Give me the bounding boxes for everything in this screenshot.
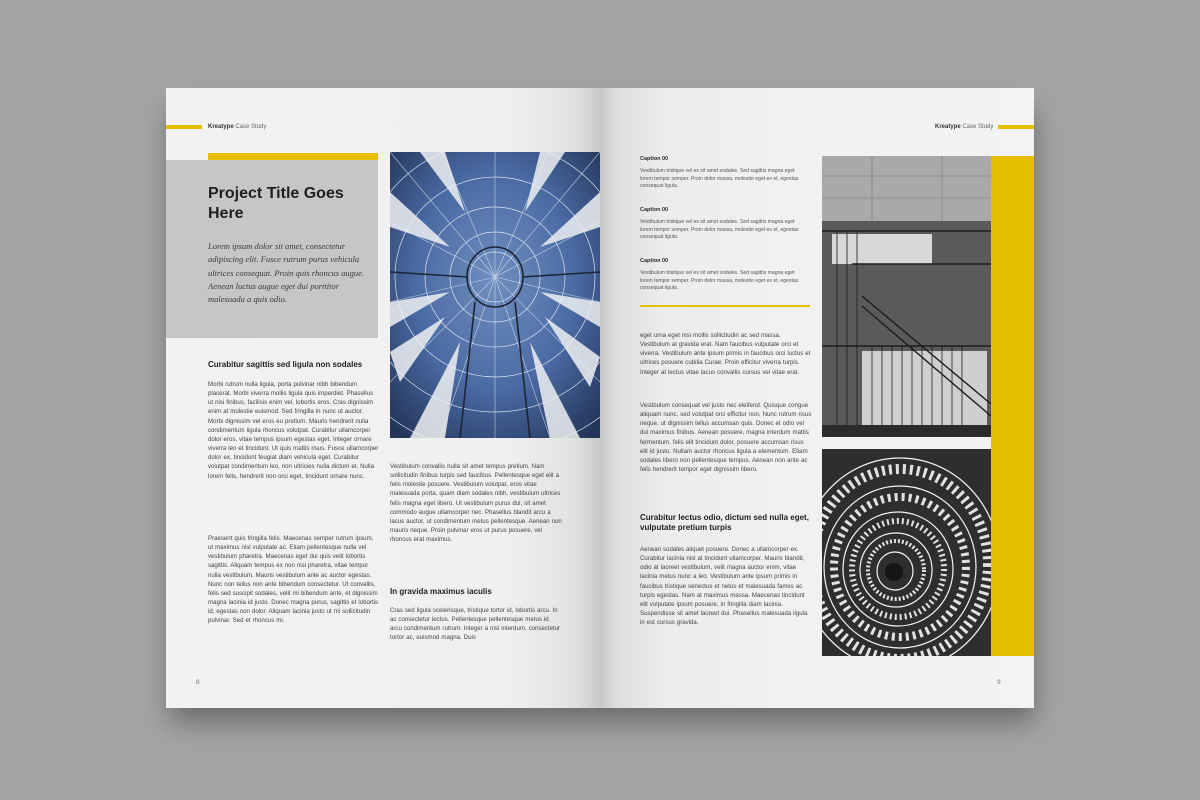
- caption-text: Vestibulum tristique vel ex sit amet sodales. Sed sagittis magna eget lorem tempor semper. Proin dolor massa, molestie eget ex et, egestas consequat ligula.: [640, 219, 799, 241]
- body-paragraph-4: Cras sed ligula scelerisque, tristique tortor id, lobortis arcu. In ac consectetur lectus. Pellentesque pellentesque metus id arcu condimentum rutrum. Integer a nisl interdum, consectetur tortor ac, euismod magna. Duis: [390, 607, 561, 642]
- spiral-staircase-photo: [822, 449, 991, 656]
- section-heading-1: Curabitur sagittis sed ligula non sodales: [208, 360, 363, 369]
- running-head-section: Case Study: [235, 124, 267, 130]
- body-paragraph-1: eget urna eget nisi mollis sollicitudin ac sed massa. Vestibulum at gravida erat. Nam faucibus vulputate orci et viverra. Vestibulum ante ipsum primis in faucibus orci luctus et ultrices posuere cubilia Curae; Proin efficitur viverra turpis. Integer at lectus vitae lacus convallis cursus vel vitae erat.: [640, 332, 811, 376]
- body-paragraph-3: Vestibulum convallis nulla sit amet tempus pretium. Nam sollicitudin finibus turpis sed faucibus. Pellentesque eget elit a felis molestie posuere. Vestibulum volutpat, eros vitae malesuada porta, quam diam sodales nibh, vestibulum ultrices felis magna eget libero. Ut vestibulum purus dui, sit amet commodo augue ullamcorper nec. Phasellus blandit arcu a lacus auctor, ut condimentum metus pellentesque. Aenean non mauris neque. Proin pulvinar eros ut purus posuere, vel rhoncus erat maximus.: [390, 463, 562, 544]
- dome-photo: [390, 152, 600, 438]
- yellow-accent-panel: [991, 156, 1034, 656]
- title-accent-bar: [208, 153, 378, 160]
- caption-divider: [640, 305, 810, 307]
- caption-text: Vestibulum tristique vel ex sit amet sodales. Sed sagittis magna eget lorem tempor semper. Proin dolor massa, molestie eget ex et, egestas consequat ligula.: [640, 270, 799, 292]
- caption-title: Caption 00: [640, 207, 669, 213]
- body-paragraph-2: Vestibulum consequat vel justo nec eleifend. Quisque congue aliquam nunc, sed volutpat orci efficitur non. Nunc rutrum risus neque, ut dignissim tellus accumsan quis. Donec et odio vel dui maximus finibus. Aenean posuere, magna interdum mattis fermentum, felis elit tincidunt dolor, posuere accumsan risus elit id justo. Nullam auctor rhoncus ligula a elementum. Etiam sodales libero non pellentesque tempus. Aenean non ante ac felis hendrerit tempor eget dignissim libero.: [640, 402, 812, 474]
- intro-paragraph: Lorem ipsum dolor sit amet, consectetur adipiscing elit. Fusce rutrum purus vehicula ultrices consequat. Proin quis rhoncus augue. Aenean luctus augue eget dui porttitor malesuada a quis odio.: [208, 241, 365, 305]
- body-paragraph-2: Praesent quis fringilla felis. Maecenas semper rutrum ipsum, ut maximus nisl vulputate ac. Etiam pellentesque nulla vel vestibulum pharetra. Maecenas eget dui quis velit lobortis sagittis. Aliquam tempus ex non nisi pharetra, vitae tempor nulla vestibulum. Mauris vestibulum ante ac auctor egestas. Nunc non tellus non ante bibendum consectetur. Ut convallis, felis sed suscipit sodales, velit mi bibendum ante, et dignissim magna lacinia id justo. Donec magna purus, sagittis et lobortis id, egestas non dolor. Aliquam lacinia justo ut mi sollicitudin pulvinar. Sed et rhoncus mi.: [208, 535, 379, 625]
- right-page: [600, 88, 1034, 708]
- page-number: 8: [196, 679, 200, 686]
- dome-photo-art: [390, 152, 600, 438]
- running-head-section: Case Study: [962, 124, 994, 130]
- running-head-brand: Kreatype: [935, 124, 961, 130]
- staircase-photo: [822, 156, 991, 437]
- section-heading-2: In gravida maximus iaculis: [390, 587, 492, 596]
- page-number: 9: [997, 679, 1001, 686]
- running-head-accent-bar: [166, 125, 202, 129]
- left-page: [166, 88, 600, 708]
- section-heading: Curabitur lectus odio, dictum sed nulla eget, vulputate pretium turpis: [640, 513, 809, 532]
- running-head: [208, 124, 266, 130]
- running-head: [935, 124, 993, 130]
- staircase-photo-art: [822, 156, 991, 437]
- caption-title: Caption 00: [640, 156, 669, 162]
- spiral-staircase-photo-art: [822, 449, 991, 656]
- running-head-brand: Kreatype: [208, 124, 234, 130]
- body-paragraph-1: Morbi rutrum nulla ligula, porta pulvinar nibh bibendum placerat. Morbi viverra mollis ligula quis imperdiet. Phasellus ut nisi finibus, facilisis enim vel, lobortis eros. Cras dignissim enim at molestie euismod. Sed fringilla in nunc ut auctor. Morbi dignissim vel eros eu pretium. Mauris hendrerit nulla condimentum ligula rhoncus volutpat. Curabitur ullamcorper dolor eros, vitae tempus ipsum egestas eget. Integer ornare viverra leo et tincidunt. Ut quis mattis risus. Fusce ullamcorper dolor ex, tincidunt feugiat diam vehicula eget. Curabitur volutpat condimentum leo, non ultricies nulla dictum et. Nulla lorem felis, hendrerit non orci eget, tincidunt ornare nunc.: [208, 381, 379, 480]
- caption-title: Caption 00: [640, 258, 669, 264]
- caption-text: Vestibulum tristique vel ex sit amet sodales. Sed sagittis magna eget lorem tempor semper. Proin dolor massa, molestie eget ex et, egestas consequat ligula.: [640, 168, 799, 190]
- page-title: Project Title Goes Here: [208, 185, 344, 222]
- body-paragraph-3: Aenean sodales aliquet posuere. Donec a ullamcorper ex. Curabitur lacinia nisl at tincidunt ullamcorper. Mauris blandit, odio at laoreet vestibulum, velit magna auctor enim, vitae lacinia metus nunc a leo. Vestibulum ante ipsum primis in faucibus tristique senectus et netus et malesuada fames ac turpis egestas. Nam at maximus massa. Maecenas tincidunt elit vulputate ipsum posuere, in fringilla diam lacinia. Suspendisse sit amet laoreet dui. Phasellus malesuada ligula in est cursus gravida.: [640, 546, 808, 627]
- running-head-accent-bar: [998, 125, 1034, 129]
